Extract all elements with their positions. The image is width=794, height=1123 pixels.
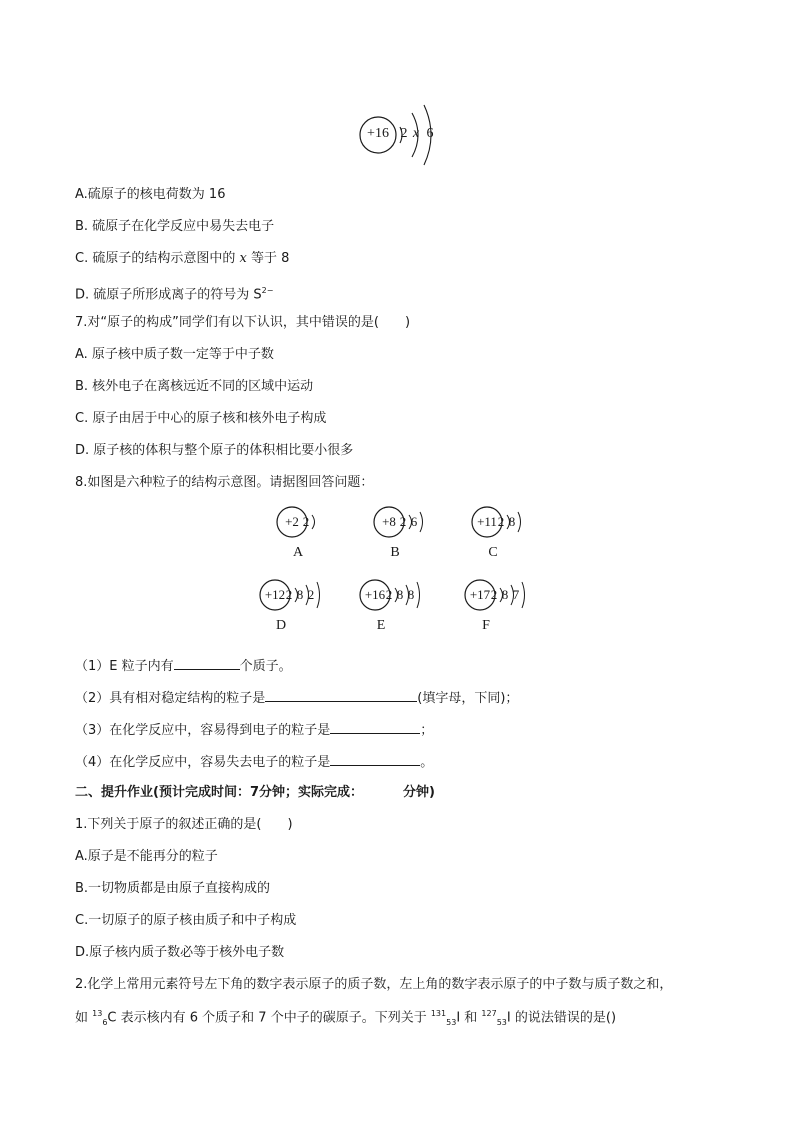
- q8-sub2: [75, 688, 518, 708]
- i131-mass-number: 131: [430, 1009, 447, 1018]
- p2-text-b: 表示核内有 6 个质子和 7 个中子的碳原子。下列关于: [116, 1010, 431, 1026]
- p2-text-a: 如: [75, 1010, 93, 1026]
- i127-mass-number: 127: [481, 1009, 497, 1018]
- q7-option-c: C. 原子由居于中心的原子核和核外电子构成: [75, 411, 327, 426]
- section2-heading-time: 7: [249, 785, 259, 800]
- q8-sub3-tail: ；: [420, 723, 434, 738]
- shell-electron-count: 8: [296, 587, 304, 602]
- particle-d: [258, 578, 348, 638]
- shell-electron-count: 2: [490, 587, 498, 602]
- i127-atomic-number: 53: [496, 1017, 507, 1027]
- shell-electron-count: 2: [302, 514, 310, 529]
- p1-stem: 1.下列关于原子的叙述正确的是( ): [75, 817, 293, 832]
- section2-heading-mid: 分钟；实际完成：: [259, 785, 364, 800]
- q7-option-b: B. 核外电子在离核远近不同的区域中运动: [75, 379, 314, 394]
- particle-e: [358, 578, 448, 638]
- q8-sub1: [75, 656, 292, 676]
- shell-electron-count: 8: [396, 587, 404, 602]
- shell-electron-count: 6: [410, 514, 418, 529]
- p1-option-b: B.一切物质都是由原子直接构成的: [75, 881, 271, 896]
- q8-sub3-text: （3）在化学反应中，容易得到电子的粒子是: [75, 723, 331, 738]
- p1-option-a: A.原子是不能再分的粒子: [75, 849, 218, 864]
- particle-label: D: [275, 618, 287, 633]
- shell-electron-count: 8: [508, 514, 516, 529]
- shell-electron-count: 2: [497, 514, 505, 529]
- nucleus-charge: +16: [364, 587, 386, 602]
- q8-sub4-tail: 。: [420, 755, 434, 770]
- section2-heading-tail: 分钟): [403, 785, 435, 800]
- q6-option-b: B. 硫原子在化学反应中易失去电子: [75, 219, 275, 234]
- sulfur-shell1-count: 2: [400, 126, 408, 141]
- nucleus-charge: +11: [477, 514, 497, 529]
- nucleus-charge: +8: [382, 514, 396, 529]
- shell-electron-count: 8: [407, 587, 415, 602]
- sulfur-atom-diagram: [358, 103, 448, 167]
- particle-b: [372, 505, 462, 565]
- section2-heading: [75, 784, 435, 802]
- q8-sub1-text: （1）E 粒子内有: [75, 659, 174, 674]
- q7-option-d: D. 原子核的体积与整个原子的体积相比要小很多: [75, 443, 354, 458]
- q8-sub3: [75, 720, 433, 740]
- q8-sub3-blank[interactable]: [330, 720, 420, 734]
- q8-sub2-text: （2）具有相对稳定结构的粒子是: [75, 691, 266, 706]
- shell-electron-count: 2: [399, 514, 407, 529]
- q6-option-c: [75, 250, 289, 268]
- q8-sub4: [75, 752, 433, 772]
- shell-electron-count: 8: [501, 587, 509, 602]
- p2-text-d: 的说法错误的是(): [510, 1010, 617, 1026]
- p2-text-c: 和: [460, 1010, 482, 1026]
- particle-c: [470, 505, 560, 565]
- p1-option-d: D.原子核内质子数必等于核外电子数: [75, 945, 285, 960]
- q8-sub1-tail: 个质子。: [239, 659, 292, 674]
- shell-electron-count: 7: [512, 587, 520, 602]
- q8-sub2-blank[interactable]: [265, 688, 417, 702]
- q6-option-c-text: C. 硫原子的结构示意图中的: [75, 251, 240, 266]
- nucleus-charge: +17: [469, 587, 491, 602]
- sulfur-shell2-count: x: [412, 126, 420, 141]
- q8-sub1-blank[interactable]: [174, 656, 240, 670]
- section2-heading-text: 二、提升作业(预计完成时间：: [75, 785, 250, 800]
- nucleus-charge: +2: [285, 514, 299, 529]
- shell-electron-count: 2: [307, 587, 315, 602]
- particle-label: C: [488, 545, 498, 560]
- q8-sub2-tail: (填字母，下同)；: [417, 691, 519, 706]
- p1-option-c: C.一切原子的原子核由质子和中子构成: [75, 913, 297, 928]
- i131-atomic-number: 53: [446, 1017, 457, 1027]
- nucleus-charge: +12: [264, 587, 286, 602]
- i127-symbol: I: [506, 1010, 511, 1026]
- q6-option-c-var: x: [239, 251, 247, 266]
- particle-label: F: [482, 618, 490, 633]
- sulfur-shell3-count: 6: [426, 126, 434, 141]
- q8-sub4-text: （4）在化学反应中，容易失去电子的粒子是: [75, 755, 331, 770]
- particle-label: E: [376, 618, 386, 633]
- c-atomic-number: 6: [102, 1017, 108, 1027]
- i131-symbol: I: [456, 1010, 461, 1026]
- q8-stem: 8.如图是六种粒子的结构示意图。请据图回答问题：: [75, 475, 374, 490]
- particle-label: A: [292, 545, 304, 560]
- particle-label: B: [390, 545, 400, 560]
- p2-line1: 2.化学上常用元素符号左下角的数字表示原子的质子数，左上角的数字表示原子的中子数与质子数之和，: [75, 977, 673, 992]
- q6-option-d-text: D. 硫原子所形成离子的符号为 S: [75, 287, 262, 303]
- shell-electron-count: 2: [285, 587, 293, 602]
- q6-option-d-charge: 2−: [261, 286, 274, 295]
- shell-electron-count: 2: [385, 587, 393, 602]
- p2-line2: [75, 1005, 616, 1032]
- q6-option-d: [75, 282, 273, 304]
- q7-stem: 7.对“原子的构成”同学们有以下认识，其中错误的是( ): [75, 315, 411, 330]
- q6-option-a: A.硫原子的核电荷数为 16: [75, 187, 226, 202]
- c-symbol: C: [107, 1010, 117, 1026]
- sulfur-nucleus-charge: +16: [367, 126, 389, 141]
- particle-f: [463, 578, 553, 638]
- particle-a: [275, 505, 365, 565]
- q6-option-c-tail: 等于 8: [246, 251, 290, 266]
- q7-option-a: A. 原子核中质子数一定等于中子数: [75, 347, 274, 362]
- q8-sub4-blank[interactable]: [330, 752, 420, 766]
- c-mass-number: 13: [92, 1009, 103, 1018]
